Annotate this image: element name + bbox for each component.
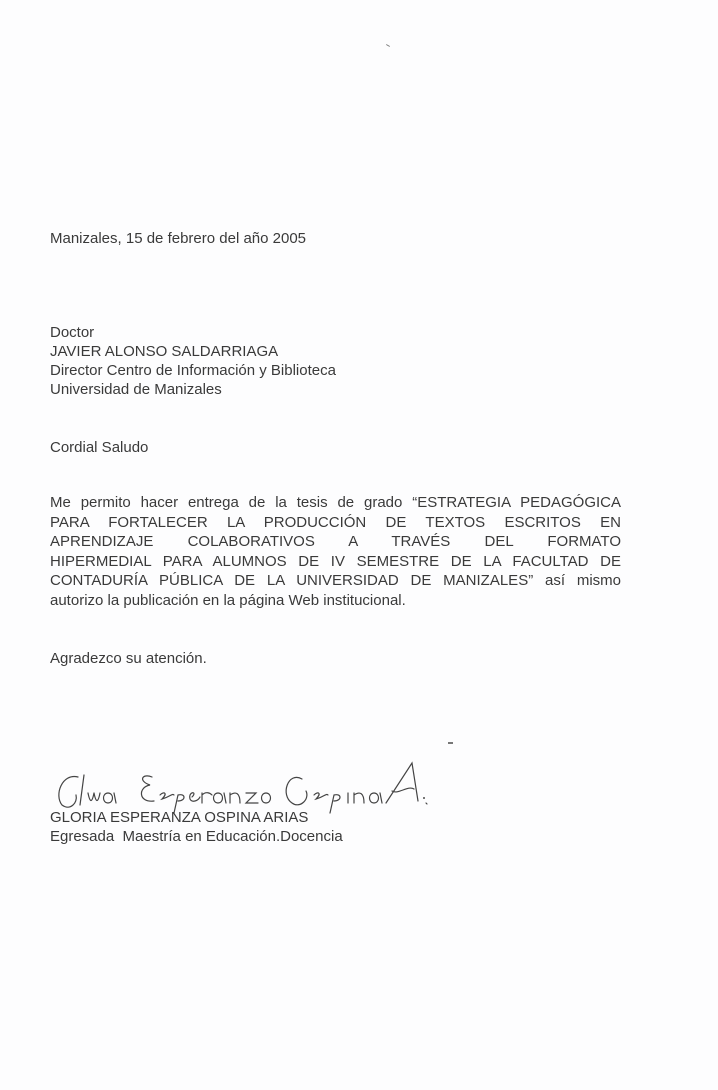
body-line: Me permito hacer entrega de la tesis de grado “ESTRATEGIA PEDAGÓGICA (50, 494, 621, 511)
body-line: CONTADURÍA PÚBLICA DE LA UNIVERSIDAD DE MANIZALES” así mismo (50, 572, 621, 590)
date-line: Manizales, 15 de febrero del año 2005 (50, 230, 307, 247)
handwritten-signature (52, 755, 442, 815)
body-line: PARA FORTALECER LA PRODUCCIÓN DE TEXTOS ESCRITOS EN (50, 513, 621, 531)
signer-role: Egresada Maestría en Educación.Docencia (50, 828, 343, 845)
body-line: APRENDIZAJE COLABORATIVOS A TRAVÉS DEL FORMATO (50, 533, 621, 551)
body-line: autorizo la publicación en la página Web institucional. (50, 591, 406, 609)
scan-speck (448, 742, 453, 744)
closing: Agradezco su atención. (50, 650, 207, 667)
recipient-position: Director Centro de Información y Biblioteca (50, 362, 336, 379)
greeting: Cordial Saludo (50, 439, 149, 456)
signer-name: GLORIA ESPERANZA OSPINA ARIAS (50, 809, 309, 826)
recipient-name: JAVIER ALONSO SALDARRIAGA (50, 343, 279, 360)
body-paragraph (50, 493, 621, 611)
recipient-title: Doctor (50, 324, 95, 341)
scan-speck (386, 44, 390, 47)
body-line: HIPERMEDIAL PARA ALUMNOS DE IV SEMESTRE DE LA FACULTAD DE (50, 552, 621, 570)
recipient-institution: Universidad de Manizales (50, 381, 222, 398)
